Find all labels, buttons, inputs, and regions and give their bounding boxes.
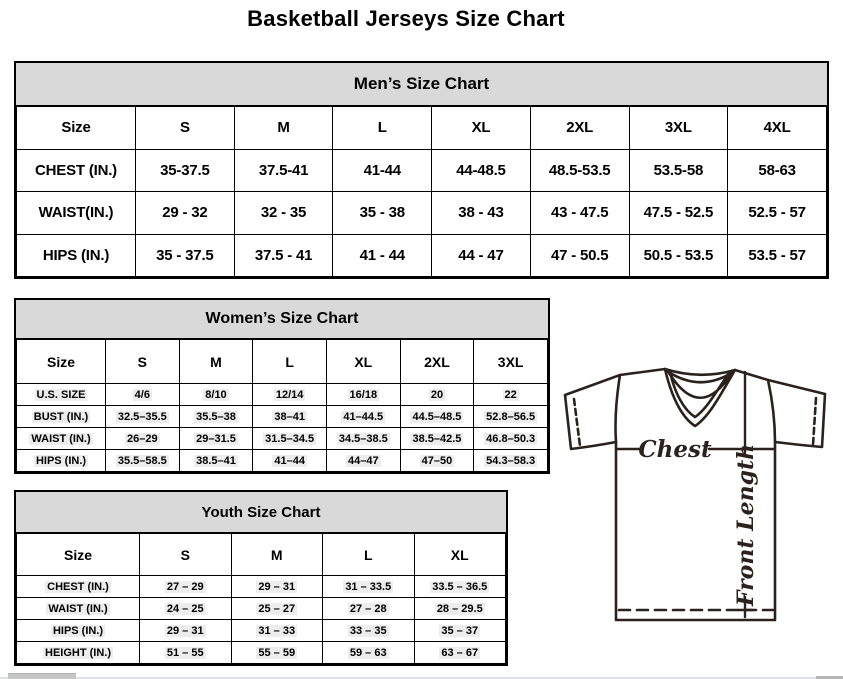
measurement-row [17, 428, 548, 450]
cell-text: 54.3–58.3 [486, 454, 536, 467]
size-value-cell: 53.5-58 [629, 149, 728, 192]
size-value-cell [253, 406, 327, 428]
cell-text: 24 – 25 [166, 602, 204, 615]
size-value-cell: 47.5 - 52.5 [629, 192, 728, 235]
size-value-cell: 41 - 44 [333, 234, 432, 277]
cell-text: CHEST (IN.) [47, 580, 109, 593]
size-value-cell: 37.5 - 41 [234, 234, 333, 277]
size-column-header: Size [17, 340, 106, 384]
cell-text: 4/6 [134, 388, 150, 401]
cell-text: 16/18 [349, 388, 378, 401]
cell-text: 22 [504, 388, 517, 401]
size-value-cell [106, 450, 180, 472]
cell-text: 59 – 63 [349, 646, 387, 659]
size-value-cell [414, 598, 506, 620]
jersey-body-outline [565, 369, 825, 620]
size-value-cell [140, 576, 232, 598]
size-value-cell: 44 - 47 [432, 234, 531, 277]
size-value-cell [106, 384, 180, 406]
size-value-cell: 44-48.5 [432, 149, 531, 192]
size-value-cell [414, 642, 506, 664]
cell-text: 8/10 [205, 388, 227, 401]
cell-text: 35.5–38 [196, 410, 236, 423]
cell-text: 31 – 33 [258, 624, 296, 637]
size-column-header: XL [414, 534, 506, 576]
size-value-cell [179, 384, 253, 406]
size-value-cell [253, 384, 327, 406]
measurement-row [17, 384, 548, 406]
cell-text: 55 – 59 [258, 646, 296, 659]
cell-text: 38.5–41 [196, 454, 236, 467]
measurement-row [17, 620, 506, 642]
size-value-cell: 35 - 37.5 [136, 234, 235, 277]
measurement-row [17, 406, 548, 428]
cell-text: 41–44 [274, 454, 305, 467]
size-value-cell [231, 642, 323, 664]
measurement-row-label [17, 598, 140, 620]
columns-header-row [17, 340, 548, 384]
measurement-row [17, 192, 827, 235]
measurement-row-label: HIPS (IN.) [17, 234, 136, 277]
cell-text: 29 – 31 [258, 580, 296, 593]
size-value-cell [231, 620, 323, 642]
size-value-cell [326, 450, 400, 472]
size-column-header: L [333, 107, 432, 150]
size-column-header: 3XL [629, 107, 728, 150]
size-value-cell [179, 406, 253, 428]
size-value-cell [253, 428, 327, 450]
size-value-cell [400, 428, 474, 450]
size-value-cell [474, 406, 548, 428]
cell-text: 26–29 [127, 432, 158, 445]
cell-text: 27 – 29 [166, 580, 204, 593]
size-value-cell [400, 384, 474, 406]
size-column-header: 4XL [728, 107, 827, 150]
horizontal-scrollbar-thumb[interactable] [8, 673, 76, 679]
size-value-cell: 29 - 32 [136, 192, 235, 235]
cell-text: 33.5 – 36.5 [432, 580, 488, 593]
size-value-cell [474, 428, 548, 450]
size-value-cell: 41-44 [333, 149, 432, 192]
measurement-row [17, 149, 827, 192]
size-value-cell [253, 450, 327, 472]
measurement-row-label [17, 450, 106, 472]
size-value-cell: 47 - 50.5 [530, 234, 629, 277]
cell-text: 29–31.5 [196, 432, 236, 445]
measurement-row-label: WAIST(IN.) [17, 192, 136, 235]
measurement-row [17, 450, 548, 472]
womens-table-grid [16, 339, 548, 472]
cuff-dashed-line-left [574, 399, 580, 446]
mens-table-grid [16, 106, 827, 277]
cell-text: HIPS (IN.) [52, 624, 104, 637]
size-value-cell: 35-37.5 [136, 149, 235, 192]
cell-text: 46.8–50.3 [486, 432, 536, 445]
cell-text: HEIGHT (IN.) [45, 646, 111, 659]
measurement-row-label [17, 406, 106, 428]
cell-text: 29 – 31 [166, 624, 204, 637]
youth-size-chart-table [14, 490, 508, 666]
cell-text: 38.5–42.5 [412, 432, 462, 445]
cell-text: 35.5–58.5 [117, 454, 167, 467]
size-value-cell [323, 620, 415, 642]
size-value-cell [231, 598, 323, 620]
size-value-cell: 50.5 - 53.5 [629, 234, 728, 277]
measurement-row-label [17, 642, 140, 664]
cell-text: 44.5–48.5 [412, 410, 462, 423]
size-value-cell [414, 576, 506, 598]
size-value-cell [323, 576, 415, 598]
size-value-cell [323, 598, 415, 620]
size-value-cell [414, 620, 506, 642]
size-value-cell: 43 - 47.5 [530, 192, 629, 235]
size-column-header: 3XL [474, 340, 548, 384]
size-value-cell: 48.5-53.5 [530, 149, 629, 192]
chest-label: Chest [638, 436, 712, 463]
columns-header-row [17, 107, 827, 150]
size-value-cell [326, 406, 400, 428]
youth-table-grid [16, 533, 506, 664]
cell-text: 31.5–34.5 [265, 432, 315, 445]
size-value-cell [231, 576, 323, 598]
womens-size-chart-table [14, 298, 550, 474]
cell-text: 63 – 67 [441, 646, 479, 659]
cell-text: 38–41 [274, 410, 305, 423]
size-column-header: Size [17, 107, 136, 150]
size-column-header: S [136, 107, 235, 150]
measurement-row [17, 234, 827, 277]
size-value-cell [140, 620, 232, 642]
cell-text: 25 – 27 [258, 602, 296, 615]
size-value-cell: 38 - 43 [432, 192, 531, 235]
size-value-cell: 58-63 [728, 149, 827, 192]
size-column-header: M [231, 534, 323, 576]
measurement-row [17, 576, 506, 598]
jersey-sleeve-seam-right [768, 380, 775, 442]
size-value-cell [400, 406, 474, 428]
cell-text: 32.5–35.5 [117, 410, 167, 423]
cell-text: 33 – 35 [349, 624, 387, 637]
size-column-header: S [106, 340, 180, 384]
size-value-cell [179, 450, 253, 472]
cell-text: 51 – 55 [166, 646, 204, 659]
size-value-cell: 37.5-41 [234, 149, 333, 192]
size-column-header: 2XL [400, 340, 474, 384]
size-value-cell [179, 428, 253, 450]
size-value-cell [140, 598, 232, 620]
jersey-measurement-diagram [555, 362, 843, 650]
cell-text: 28 – 29.5 [436, 602, 483, 615]
size-column-header: 2XL [530, 107, 629, 150]
jersey-sleeve-seam-left [616, 375, 621, 442]
cell-text: WAIST (IN.) [31, 432, 91, 445]
columns-header-row [17, 534, 506, 576]
cell-text: 27 – 28 [349, 602, 387, 615]
size-value-cell: 32 - 35 [234, 192, 333, 235]
size-value-cell: 52.5 - 57 [728, 192, 827, 235]
size-column-header: Size [17, 534, 140, 576]
cell-text: BUST (IN.) [33, 410, 89, 423]
cell-text: WAIST (IN.) [48, 602, 108, 615]
size-value-cell [474, 384, 548, 406]
size-column-header: L [253, 340, 327, 384]
size-column-header: XL [432, 107, 531, 150]
jersey-vneck-collar [665, 369, 735, 426]
measurement-row-label [17, 620, 140, 642]
front-length-label: Front Length [733, 443, 759, 607]
size-column-header: XL [326, 340, 400, 384]
mens-table-title: Men’s Size Chart [16, 63, 827, 106]
cuff-dashed-line-right [813, 398, 816, 445]
size-value-cell: 53.5 - 57 [728, 234, 827, 277]
cell-text: 12/14 [275, 388, 304, 401]
size-value-cell: 35 - 38 [333, 192, 432, 235]
cell-text: 41–44.5 [343, 410, 384, 423]
cell-text: 52.8–56.5 [486, 410, 536, 423]
measurement-row-label [17, 428, 106, 450]
measurement-row-label [17, 384, 106, 406]
cell-text: 47–50 [421, 454, 453, 467]
size-value-cell [106, 406, 180, 428]
size-column-header: M [179, 340, 253, 384]
measurement-row [17, 642, 506, 664]
measurement-row [17, 598, 506, 620]
size-value-cell [323, 642, 415, 664]
size-value-cell [400, 450, 474, 472]
cell-text: 20 [430, 388, 444, 401]
size-value-cell [474, 450, 548, 472]
cell-text: U.S. SIZE [36, 388, 86, 401]
page-title: Basketball Jerseys Size Chart [247, 6, 565, 31]
size-value-cell [326, 428, 400, 450]
cell-text: 44–47 [348, 454, 379, 467]
size-value-cell [140, 642, 232, 664]
size-column-header: S [140, 534, 232, 576]
cell-text: 34.5–38.5 [338, 432, 388, 445]
cell-text: 35 – 37 [441, 624, 479, 637]
size-column-header: M [234, 107, 333, 150]
womens-table-title: Women’s Size Chart [16, 300, 548, 339]
cell-text: 31 – 33.5 [345, 580, 392, 593]
size-column-header: L [323, 534, 415, 576]
measurement-row-label [17, 576, 140, 598]
size-value-cell [106, 428, 180, 450]
mens-size-chart-table [14, 61, 829, 279]
size-value-cell [326, 384, 400, 406]
measurement-row-label: CHEST (IN.) [17, 149, 136, 192]
youth-table-title: Youth Size Chart [16, 492, 506, 533]
cell-text: HIPS (IN.) [35, 454, 87, 467]
